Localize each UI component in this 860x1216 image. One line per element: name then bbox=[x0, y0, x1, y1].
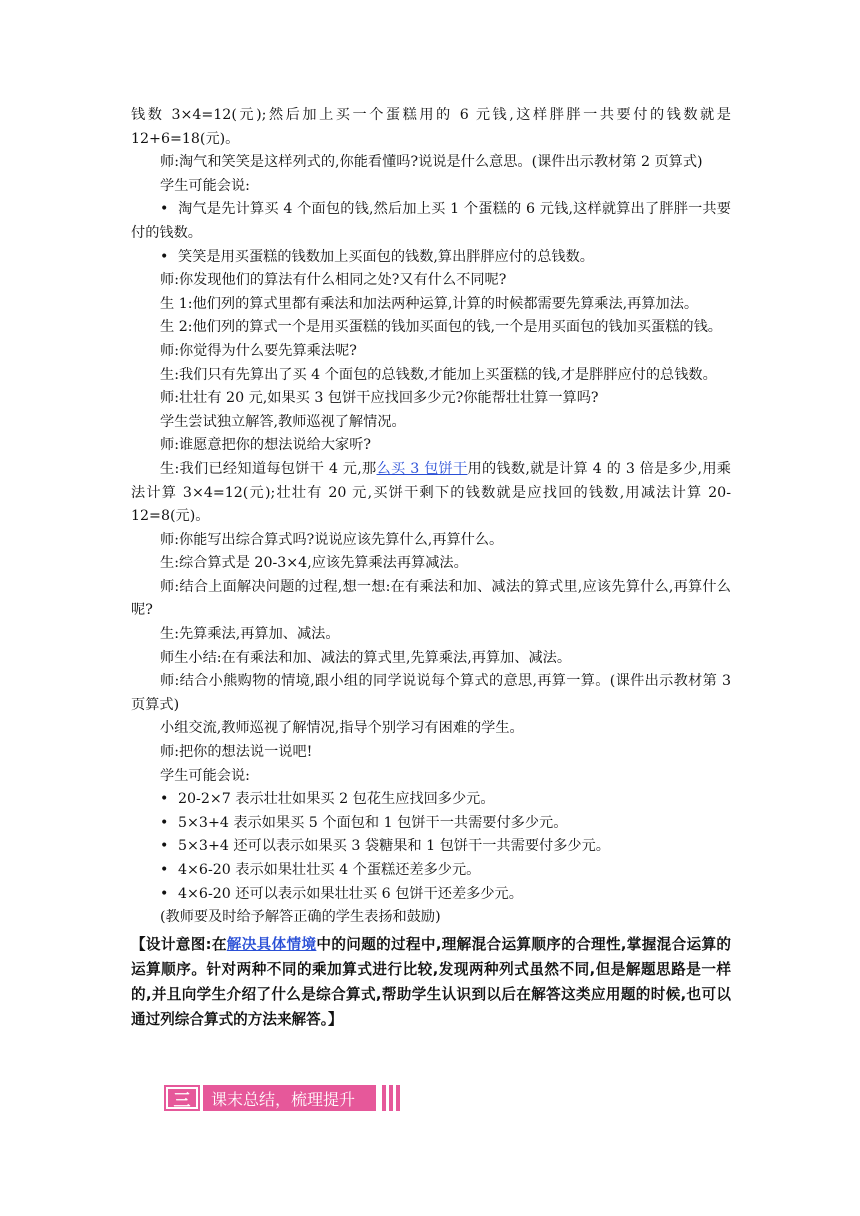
paragraph: 师:把你的想法说一说吧! bbox=[160, 744, 313, 761]
paragraph: 师:你能写出综合算式吗?说说应该先算什么,再算什么。 bbox=[160, 531, 504, 548]
paragraph: 学生可能会说: bbox=[160, 767, 250, 784]
section-heading bbox=[164, 1085, 400, 1111]
design-link[interactable]: 解决具体情境 bbox=[226, 935, 317, 953]
section-number-badge: 三 bbox=[164, 1085, 200, 1111]
bullet-icon: • bbox=[160, 862, 169, 878]
paragraph: 生:综合算式是 20-3×4,应该先算乘法再算减法。 bbox=[160, 555, 468, 572]
bullet-item bbox=[131, 812, 731, 836]
paragraph: 学生尝试独立解答,教师巡视了解情况。 bbox=[160, 413, 406, 430]
decorative-bars bbox=[379, 1085, 400, 1111]
design-intent-note bbox=[131, 932, 731, 1032]
paragraph: 12+6=18(元)。 bbox=[131, 130, 240, 147]
bullet-icon: • bbox=[160, 814, 169, 831]
paragraph: 师:结合小熊购物的情境,跟小组的同学说说每个算式的意思,再算一算。(课件出示教材第 3 页算式) bbox=[131, 673, 731, 713]
bullet-item bbox=[131, 859, 731, 883]
paragraph: 师:壮壮有 20 元,如果买 3 包饼干应找回多少元?你能帮壮壮算一算吗? bbox=[160, 390, 599, 407]
paragraph: 生:我们只有先算出了买 4 个面包的总钱数,才能加上买蛋糕的钱,才是胖胖应付的总钱数。 bbox=[160, 366, 717, 383]
bullet-icon: • bbox=[160, 885, 169, 902]
bullet-text: 5×3+4 还可以表示如果买 3 袋糖果和 1 包饼干一共需要付多少元。 bbox=[178, 838, 610, 855]
paragraph-group-2 bbox=[131, 529, 731, 930]
bullet-text: 5×3+4 表示如果买 5 个面包和 1 包饼干一共需要付多少元。 bbox=[178, 814, 568, 831]
bullet-item bbox=[131, 883, 731, 907]
bullet-icon: • bbox=[160, 791, 169, 808]
paragraph: 师:你觉得为什么要先算乘法呢? bbox=[160, 342, 357, 359]
bullet-text: 淘气是先计算买 4 个面包的钱,然后加上买 1 个蛋糕的 6 元钱,这样就算出了胖胖一共要付的钱数。 bbox=[131, 201, 731, 241]
paragraph-group-1 bbox=[131, 104, 731, 458]
bullet-text: 4×6-20 表示如果壮壮买 4 个蛋糕还差多少元。 bbox=[178, 862, 481, 878]
text-run: 生:我们已经知道每包饼干 4 元,那 bbox=[160, 460, 377, 477]
paragraph: 生 2:他们列的算式一个是用买蛋糕的钱加买面包的钱,一个是用买面包的钱加买蛋糕的钱。 bbox=[160, 319, 722, 336]
text-run: 中的问题的过程中,理解混合运算顺序的合理性,掌握混合运算的运算顺序。针对两种不同的乘加算式进行比较,发现两种列式虽然不同,但是解题思路是一样的,并且向学生介绍了什么是综合算式,帮助学生认识到以后在解答这类应用题的时候,也可以通过列综合算式的方法来解答。】 bbox=[131, 935, 731, 1028]
paragraph: (教师要及时给予解答正确的学生表扬和鼓励) bbox=[160, 909, 441, 926]
inline-link[interactable]: 么买 3 包饼干 bbox=[376, 460, 468, 477]
bullet-item bbox=[131, 198, 731, 245]
bullet-item bbox=[131, 835, 731, 859]
paragraph: 师生小结:在有乘法和加、减法的算式里,先算乘法,再算加、减法。 bbox=[160, 649, 572, 666]
paragraph: 生 1:他们列的算式里都有乘法和加法两种运算,计算的时候都需要先算乘法,再算加法。 bbox=[160, 295, 699, 312]
paragraph: 小组交流,教师巡视了解情况,指导个别学习有困难的学生。 bbox=[160, 720, 524, 737]
bullet-text: 4×6-20 还可以表示如果壮壮买 6 包饼干还差多少元。 bbox=[178, 885, 523, 902]
bullet-icon: • bbox=[160, 201, 169, 218]
paragraph: 学生可能会说: bbox=[160, 177, 250, 194]
bullet-item bbox=[131, 246, 731, 270]
paragraph: 师:结合上面解决问题的过程,想一想:在有乘法和加、减法的算式里,应该先算什么,再算什么呢? bbox=[131, 578, 731, 619]
section-title: 课末总结，梳理提升 bbox=[200, 1085, 376, 1111]
paragraph: 师:你发现他们的算法有什么相同之处?又有什么不同呢? bbox=[160, 272, 507, 289]
bullet-icon: • bbox=[160, 838, 169, 855]
paragraph-with-link bbox=[131, 458, 731, 529]
text-run: 用的钱数,就是计算 4 的 3 倍是多少,用乘法计算 3×4=12(元);壮壮有 20 元,买饼干剩下的钱数就是应找回的钱数,用减法计算 20-12=8(元)。 bbox=[131, 460, 731, 525]
paragraph: 钱数 3×4=12(元);然后加上买一个蛋糕用的 6 元钱,这样胖胖一共要付的钱数就是 bbox=[131, 107, 731, 123]
bullet-item bbox=[131, 788, 731, 812]
bullet-text: 笑笑是用买蛋糕的钱数加上买面包的钱数,算出胖胖应付的总钱数。 bbox=[178, 248, 594, 265]
paragraph: 生:先算乘法,再算加、减法。 bbox=[160, 626, 340, 643]
paragraph: 师:谁愿意把你的想法说给大家听? bbox=[160, 437, 372, 454]
text-run: 【设计意图:在 bbox=[131, 935, 227, 953]
lesson-text bbox=[131, 104, 731, 1032]
bullet-icon: • bbox=[160, 248, 169, 265]
bullet-text: 20-2×7 表示壮壮如果买 2 包花生应找回多少元。 bbox=[178, 791, 495, 808]
paragraph: 师:淘气和笑笑是这样列式的,你能看懂吗?说说是什么意思。(课件出示教材第 2 页算式) bbox=[160, 154, 703, 171]
